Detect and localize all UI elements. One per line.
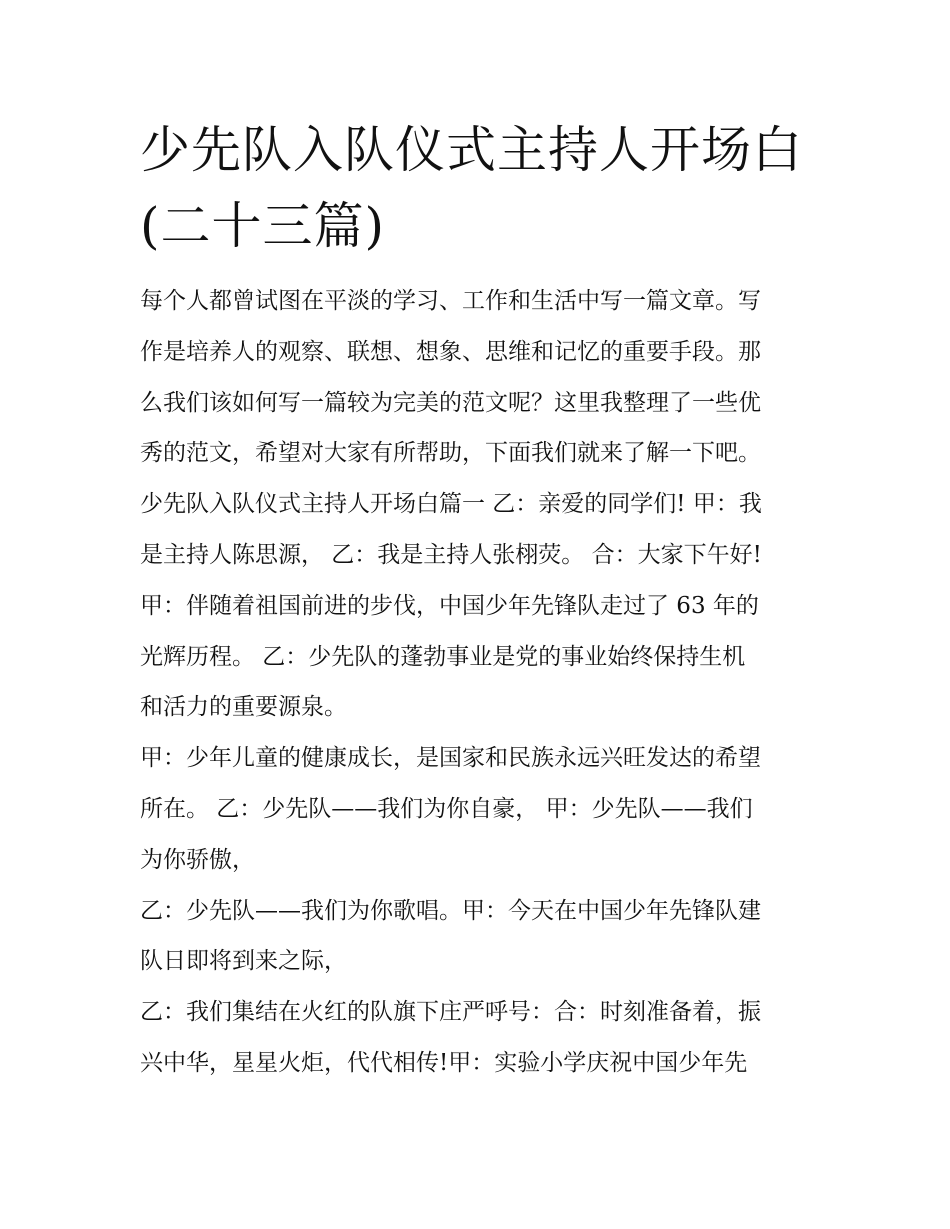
body-line: 每个人都曾试图在平淡的学习、工作和生活中写一篇文章。写 — [140, 288, 761, 314]
body-line: 为你骄傲， — [140, 846, 255, 873]
body-line: 少先队入队仪式主持人开场白篇一 乙：亲爱的同学们! 甲：我 — [140, 491, 762, 518]
body-line: 乙：少先队——我们为你歌唱。甲：今天在中国少年先锋队建 — [140, 897, 761, 924]
body-line: 兴中华，星星火炬，代代相传!甲：实验小学庆祝中国少年先 — [140, 1049, 748, 1076]
document-body — [140, 276, 830, 1089]
document-title — [140, 112, 820, 264]
title-line: (二十三篇) — [140, 197, 386, 255]
body-line: 和活力的重要源泉。 — [140, 694, 347, 721]
body-line: 队日即将到来之际， — [140, 948, 347, 975]
body-line: 秀的范文，希望对大家有所帮助，下面我们就来了解一下吧。 — [140, 440, 761, 467]
body-line: 乙：我们集结在火红的队旗下庄严呼号：合：时刻准备着，振 — [140, 999, 761, 1026]
body-line: 光辉历程。 乙：少先队的蓬勃事业是党的事业始终保持生机 — [140, 643, 746, 670]
body-line: 作是培养人的观察、联想、想象、思维和记忆的重要手段。那 — [140, 338, 761, 365]
body-line: 甲：伴随着祖国前进的步伐，中国少年先锋队走过了 63 年的 — [140, 592, 759, 619]
body-line: 是主持人陈思源， 乙：我是主持人张栩荧。 合：大家下午好! — [140, 541, 762, 568]
title-line: 少先队入队仪式主持人开场白 — [140, 121, 803, 179]
body-line: 所在。 乙：少先队——我们为你自豪， 甲：少先队——我们 — [140, 795, 753, 822]
body-line: 么我们该如何写一篇较为完美的范文呢？这里我整理了一些优 — [140, 389, 761, 416]
body-line: 甲：少年儿童的健康成长，是国家和民族永远兴旺发达的希望 — [140, 745, 761, 772]
